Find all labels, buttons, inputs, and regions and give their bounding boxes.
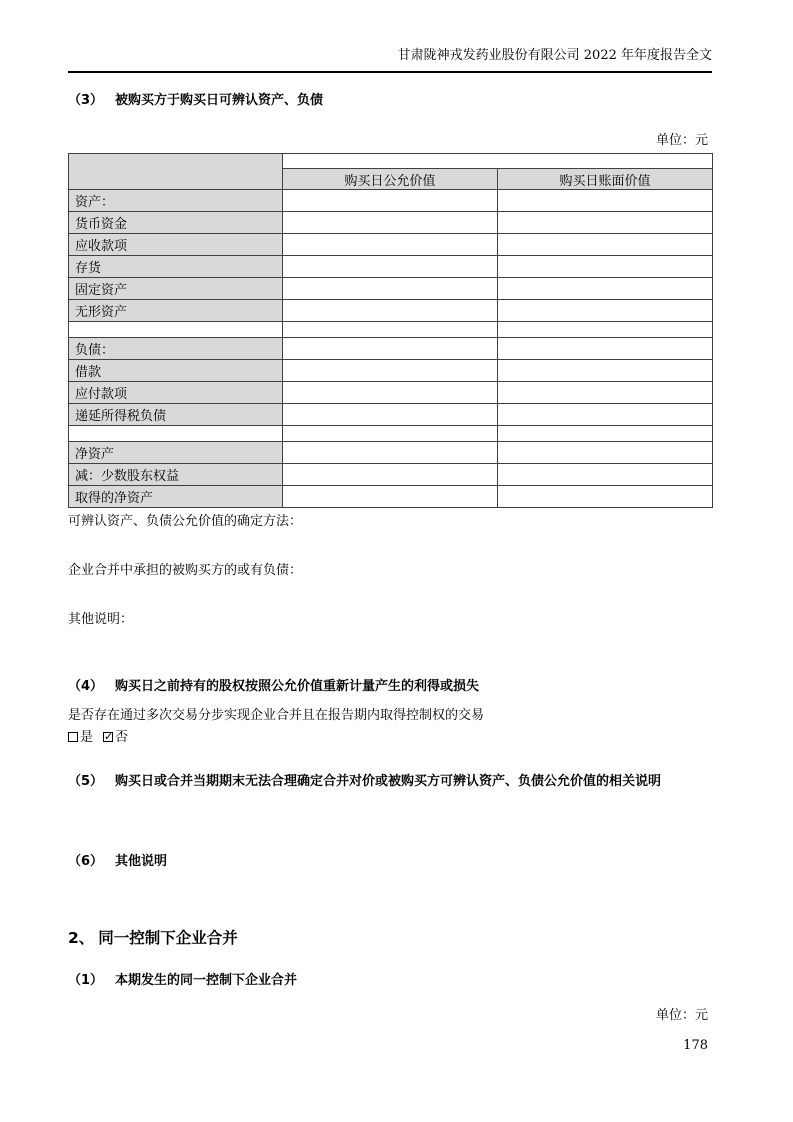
section-1-heading bbox=[68, 973, 712, 988]
row-label: 净资产 bbox=[69, 442, 283, 464]
row-label bbox=[69, 322, 283, 338]
page-content bbox=[68, 0, 712, 1053]
value-cell bbox=[498, 256, 713, 278]
value-cell bbox=[498, 322, 713, 338]
value-cell bbox=[498, 404, 713, 426]
value-cell bbox=[498, 426, 713, 442]
value-cell bbox=[498, 382, 713, 404]
value-cell bbox=[283, 464, 498, 486]
section-6-number: （6） bbox=[68, 854, 104, 869]
value-cell bbox=[283, 382, 498, 404]
table-row bbox=[69, 212, 713, 234]
row-label bbox=[69, 426, 283, 442]
page-number: 178 bbox=[683, 1038, 708, 1053]
unit-label-bottom: 单位：元 bbox=[655, 1008, 708, 1023]
row-label: 固定资产 bbox=[69, 278, 283, 300]
heading-common-control-merger bbox=[68, 929, 712, 948]
value-cell bbox=[498, 338, 713, 360]
table-row bbox=[69, 404, 713, 426]
table-row bbox=[69, 278, 713, 300]
value-cell bbox=[498, 212, 713, 234]
row-label: 存货 bbox=[69, 256, 283, 278]
value-cell bbox=[283, 212, 498, 234]
note-fair-value-method: 可辨认资产、负债公允价值的确定方法： bbox=[68, 514, 303, 529]
section-3-title: 被购买方于购买日可辨认资产、负债 bbox=[115, 93, 324, 108]
row-label: 资产： bbox=[69, 190, 283, 212]
report-header bbox=[68, 47, 712, 73]
table-merged-empty-header bbox=[283, 154, 713, 169]
note-contingent-liabilities: 企业合并中承担的被购买方的或有负债： bbox=[68, 563, 303, 578]
section-3-heading bbox=[68, 93, 712, 108]
section-1-title: 本期发生的同一控制下企业合并 bbox=[115, 973, 298, 988]
value-cell bbox=[283, 256, 498, 278]
table-row bbox=[69, 382, 713, 404]
table-row bbox=[69, 234, 713, 256]
option-no bbox=[103, 730, 128, 745]
option-yes-label: 是 bbox=[80, 730, 94, 745]
section-4-heading bbox=[68, 679, 712, 694]
table-row bbox=[69, 256, 713, 278]
value-cell bbox=[498, 442, 713, 464]
table-row bbox=[69, 338, 713, 360]
value-cell bbox=[498, 234, 713, 256]
section-5-title: 购买日或合并当期期末无法合理确定合并对价或被购买方可辨认资产、负债公允价值的相关说明 bbox=[115, 774, 662, 789]
section-5-number: （5） bbox=[68, 774, 104, 789]
value-cell bbox=[283, 426, 498, 442]
table-row bbox=[69, 442, 713, 464]
checkbox-unchecked-icon bbox=[68, 732, 78, 742]
value-cell bbox=[283, 322, 498, 338]
checkbox-checked-icon bbox=[103, 732, 113, 742]
table-row bbox=[69, 300, 713, 322]
table-row bbox=[69, 190, 713, 212]
section-4-title: 购买日之前持有的股权按照公允价值重新计量产生的利得或损失 bbox=[115, 679, 480, 694]
identifiable-assets-table bbox=[68, 153, 713, 508]
section-1-number: （1） bbox=[68, 973, 104, 988]
value-cell bbox=[283, 360, 498, 382]
value-cell bbox=[283, 278, 498, 300]
value-cell bbox=[283, 442, 498, 464]
row-label: 递延所得税负债 bbox=[69, 404, 283, 426]
value-cell bbox=[283, 486, 498, 508]
value-cell bbox=[498, 486, 713, 508]
row-label: 应付款项 bbox=[69, 382, 283, 404]
unit-label: 单位：元 bbox=[655, 133, 708, 148]
col-header-book-value: 购买日账面价值 bbox=[498, 169, 713, 190]
value-cell bbox=[498, 190, 713, 212]
row-label: 借款 bbox=[69, 360, 283, 382]
row-label: 减：少数股东权益 bbox=[69, 464, 283, 486]
note-other: 其他说明： bbox=[68, 612, 134, 627]
value-cell bbox=[498, 278, 713, 300]
value-cell bbox=[283, 300, 498, 322]
step-acquisition-question: 是否存在通过多次交易分步实现企业合并且在报告期内取得控制权的交易 bbox=[68, 708, 485, 723]
report-header-title: 甘肃陇神戎发药业股份有限公司 2022 年年度报告全文 bbox=[397, 48, 712, 63]
value-cell bbox=[498, 464, 713, 486]
value-cell bbox=[498, 360, 713, 382]
row-label: 取得的净资产 bbox=[69, 486, 283, 508]
table-row bbox=[69, 360, 713, 382]
table-row bbox=[69, 464, 713, 486]
table-header-row-top bbox=[69, 154, 713, 169]
value-cell bbox=[283, 338, 498, 360]
section-6-title: 其他说明 bbox=[115, 854, 168, 869]
table-row-blank bbox=[69, 426, 713, 442]
table-row bbox=[69, 486, 713, 508]
table-corner-cell bbox=[69, 154, 283, 190]
value-cell bbox=[283, 404, 498, 426]
row-label: 应收款项 bbox=[69, 234, 283, 256]
row-label: 负债： bbox=[69, 338, 283, 360]
section-6-heading bbox=[68, 854, 712, 869]
row-label: 货币资金 bbox=[69, 212, 283, 234]
col-header-fair-value: 购买日公允价值 bbox=[283, 169, 498, 190]
value-cell bbox=[283, 234, 498, 256]
yes-no-checkbox-line bbox=[68, 731, 712, 745]
section-4-number: （4） bbox=[68, 679, 104, 694]
value-cell bbox=[498, 300, 713, 322]
row-label: 无形资产 bbox=[69, 300, 283, 322]
heading-2-number: 2、 bbox=[68, 929, 95, 947]
section-3-number: （3） bbox=[68, 93, 104, 108]
table-row-blank bbox=[69, 322, 713, 338]
heading-2-title: 同一控制下企业合并 bbox=[98, 929, 238, 947]
option-yes bbox=[68, 730, 93, 745]
option-no-label: 否 bbox=[115, 730, 129, 745]
value-cell bbox=[283, 190, 498, 212]
section-5-heading bbox=[68, 774, 712, 789]
